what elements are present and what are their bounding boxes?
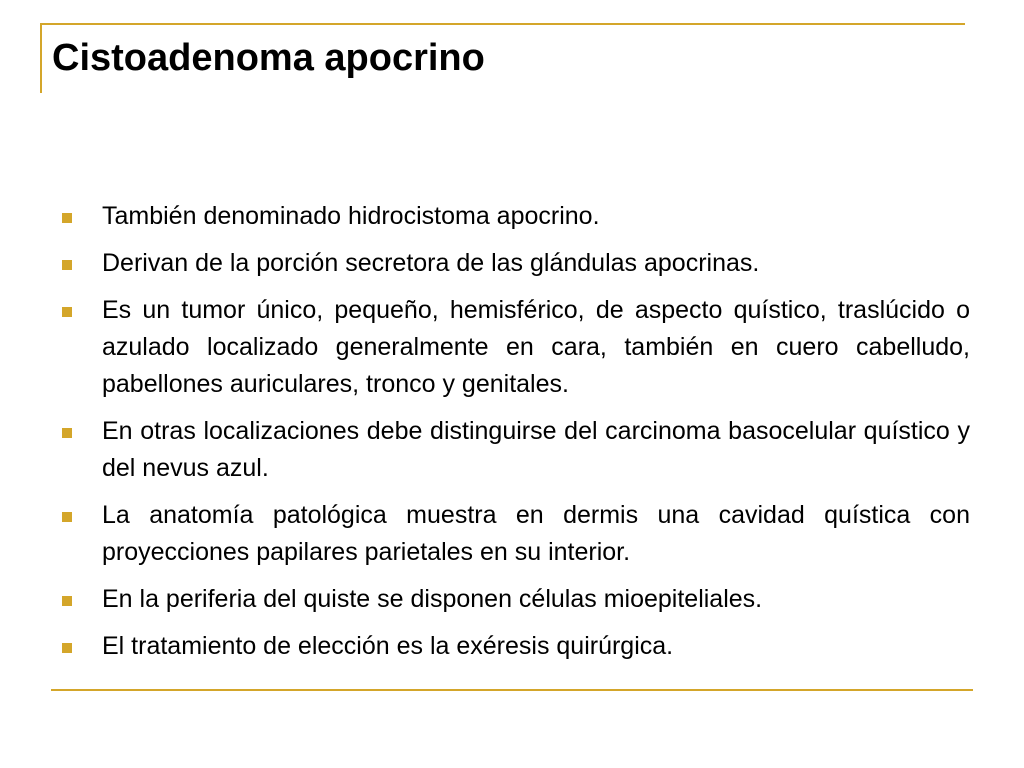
bottom-rule	[51, 689, 973, 691]
bullet-item	[60, 581, 970, 618]
bullet-list	[60, 198, 970, 675]
square-bullet-icon	[62, 213, 72, 223]
square-bullet-icon	[62, 512, 72, 522]
bullet-item	[60, 292, 970, 403]
bullet-text: Es un tumor único, pequeño, hemisférico, de aspecto quístico, traslúcido o azulado localizado generalmente en cara, también en cuero cabelludo, pabellones auriculares, tronco y genitales.	[102, 296, 970, 398]
square-bullet-icon	[62, 428, 72, 438]
bullet-item	[60, 198, 970, 235]
bullet-text: En otras localizaciones debe distinguirse del carcinoma basocelular quístico y del nevus azul.	[102, 417, 970, 482]
bullet-item	[60, 413, 970, 487]
square-bullet-icon	[62, 596, 72, 606]
top-rule	[40, 23, 965, 25]
slide-title: Cistoadenoma apocrino	[52, 37, 485, 79]
square-bullet-icon	[62, 643, 72, 653]
bullet-text: También denominado hidrocistoma apocrino.	[102, 202, 600, 230]
bullet-text: La anatomía patológica muestra en dermis una cavidad quística con proyecciones papilares parietales en su interior.	[102, 501, 970, 566]
square-bullet-icon	[62, 260, 72, 270]
bullet-text: El tratamiento de elección es la exéresis quirúrgica.	[102, 632, 674, 660]
left-rule	[40, 23, 42, 93]
bullet-text: En la periferia del quiste se disponen células mioepiteliales.	[102, 585, 763, 613]
bullet-text: Derivan de la porción secretora de las glándulas apocrinas.	[102, 249, 760, 277]
square-bullet-icon	[62, 307, 72, 317]
bullet-item	[60, 628, 970, 665]
bullet-item	[60, 245, 970, 282]
bullet-item	[60, 497, 970, 571]
